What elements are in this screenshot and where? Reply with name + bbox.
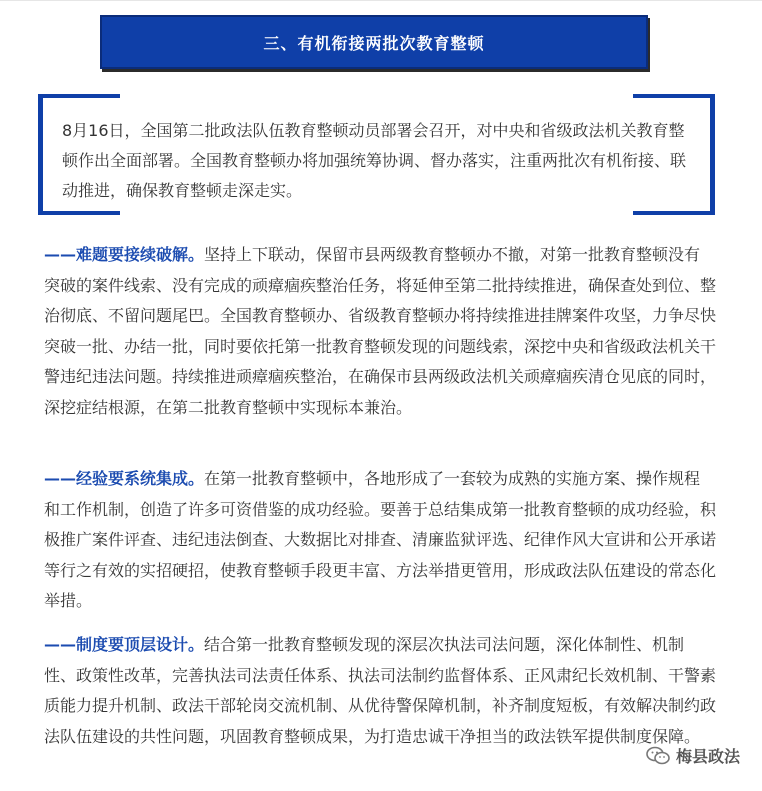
frame-left-bar (38, 94, 43, 215)
top-divider (0, 0, 762, 1)
section-experience-integration (44, 464, 716, 617)
section-title-banner (100, 15, 648, 69)
intro-box (38, 94, 715, 215)
section-lead: ——难题要接续破解。 (44, 245, 205, 264)
section-body: 在第一批教育整顿中，各地形成了一套较为成熟的实施方案、操作规程和工作机制，创造了许多可资借鉴的成功经验。要善于总结集成第一批教育整顿的成功经验，积极推广案件评查、违纪违法倒查、大数据比对排查、清廉监狱评选、纪律作风大宣讲和公开承诺等行之有效的实招硬招，使教育整顿手段更丰富、方法举措更管用，形成政法队伍建设的常态化举措。 (44, 469, 717, 610)
frame-right-bar (710, 94, 715, 215)
section-lead: ——经验要系统集成。 (44, 469, 205, 488)
watermark-text: 梅县政法 (675, 747, 740, 766)
section-body: 坚持上下联动，保留市县两级教育整顿办不撤，对第一批教育整顿没有突破的案件线索、没有完成的顽瘴痼疾整治任务，将延伸至第二批持续推进，确保查处到位、整治彻底、不留问题尾巴。全国教育整顿办、省级教育整顿办将持续推进挂牌案件攻坚，力争尽快突破一批、办结一批，同时要依托第一批教育整顿发现的问题线索，深挖中央和省级政法机关干警违纪违法问题。持续推进顽瘴痼疾整治，在确保市县两级政法机关顽瘴痼疾清仓见底的同时，深挖症结根源，在第二批教育整顿中实现标本兼治。 (44, 245, 717, 417)
section-difficult-problems (44, 240, 716, 423)
frame-top-left-corner (38, 94, 120, 98)
frame-bottom-left-corner (38, 211, 120, 215)
wechat-icon (646, 746, 670, 766)
frame-top-right-corner (633, 94, 715, 98)
section-top-level-design (44, 630, 716, 752)
section-lead: ——制度要顶层设计。 (44, 635, 205, 654)
watermark (646, 744, 740, 767)
section-title: 三、有机衔接两批次教育整顿 (263, 33, 485, 53)
section-body: 结合第一批教育整顿发现的深层次执法司法问题，深化体制性、机制性、政策性改革，完善执法司法责任体系、执法司法制约监督体系、正风肃纪长效机制、干警素质能力提升机制、政法干部轮岗交流机制、从优待警保障机制，补齐制度短板，有效解决制约政法队伍建设的共性问题，巩固教育整顿成果，为打造忠诚干净担当的政法铁军提供制度保障。 (44, 635, 717, 746)
frame-bottom-right-corner (633, 211, 715, 215)
intro-paragraph: 8月16日，全国第二批政法队伍教育整顿动员部署会召开，对中央和省级政法机关教育整顿作出全面部署。全国教育整顿办将加强统筹协调、督办落实，注重两批次有机衔接、联动推进，确保教育整顿走深走实。 (62, 121, 687, 200)
